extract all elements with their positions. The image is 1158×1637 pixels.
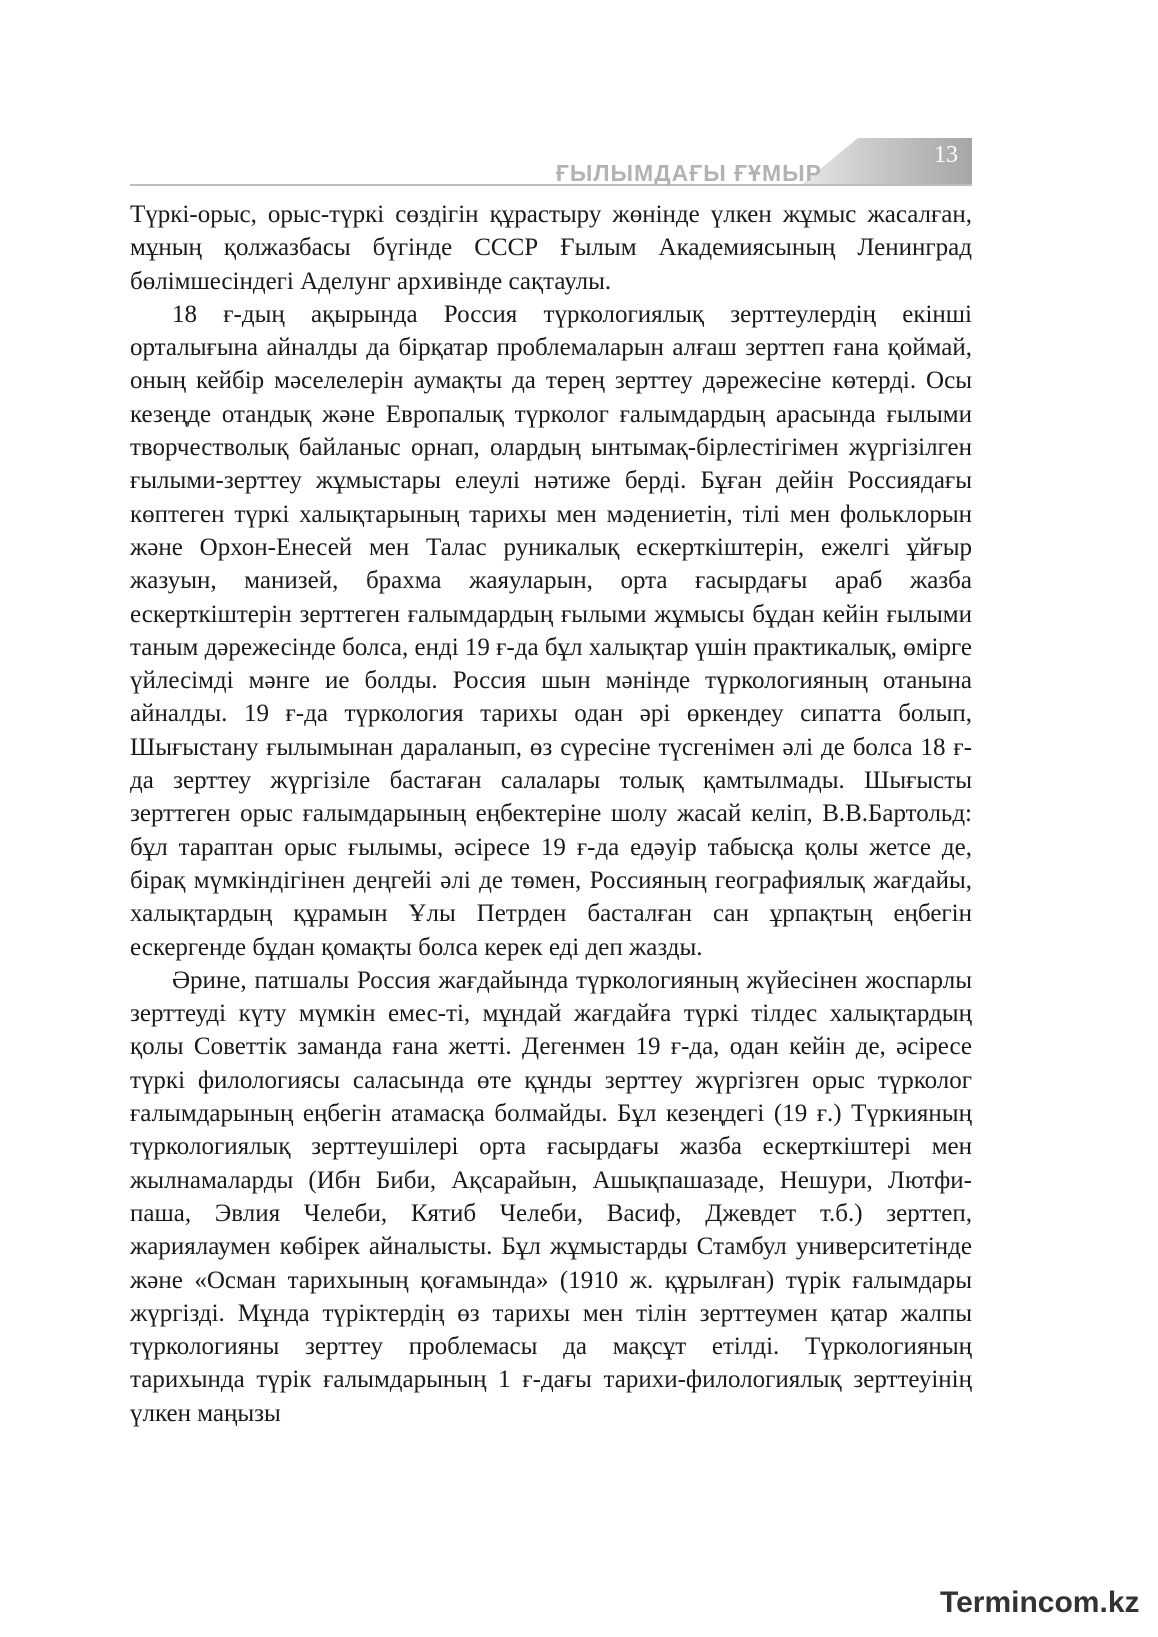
running-title: ҒЫЛЫМДАҒЫ ҒҰМЫР [555, 160, 822, 186]
paragraph-1: Түркі-орыс, орыс-түркі сөздігін құрастыру жөнінде үлкен жұмыс жасалған, мұның қолжазбасы бүгінде СССР Ғылым Академиясының Ленинград бөлімшесіндегі Аделунг архивінде сақтаулы. [130, 201, 972, 295]
body-text [130, 198, 972, 1430]
header-rule [130, 184, 972, 186]
running-header [130, 138, 972, 190]
page-number: 13 [934, 142, 958, 168]
site-watermark [940, 1586, 1150, 1626]
watermark-logo: Termincom.kz [940, 1586, 1140, 1619]
paragraph-3: Әрине, патшалы Россия жағдайында түркологияның жүйесінен жоспарлы зерттеуді күту мүмкін емес-ті, мұндай жағдайға түркі тілдес халықтардың қолы Советтік заманда ғана жетті. Дегенмен 19 ғ-да, одан кейін де, әсіресе түркі филологиясы саласында өте құнды зерттеу жүргізген орыс түрколог ғалымдарының еңбегін атамасқа болмайды. Бұл кезеңдегі (19 ғ.) Түркияның түркологиялық зерттеушілері орта ғасырдағы жазба ескерткіштері мен жылнамаларды (Ибн Биби, Ақсарайын, Ашықпашазаде, Нешури, Лютфи-паша, Эвлия Челеби, Кятиб Челеби, Васиф, Джевдет т.б.) зерттеп, жариялаумен көбірек айналысты. Бұл жұмыстарды Стамбул университетінде және «Осман тарихының қоғамында» (1910 ж. құрылған) түрік ғалымдары жүргізді. Мұнда түріктердің өз тарихы мен тілін зерттеумен қатар жалпы түркологияны зерттеу проблемасы да мақсұт етілді. Түркологияның тарихында түрік ғалымдарының 1 ғ-дағы тарихи-филологиялық зерттеуінің үлкен маңызы [130, 966, 972, 1427]
paragraph-2: 18 ғ-дың ақырында Россия түркологиялық зерттеулердің екінші орталығына айналды да бірқатар проблемаларын алғаш зерттеп ғана қоймай, оның кейбір мәселелерін аумақты да терең зерттеу дәрежесіне көтерді. Осы кезеңде отандық және Европалық түрколог ғалымдардың арасында ғылыми творчестволық байланыс орнап, олардың ынтымақ-бірлестігімен жүргізілген ғылыми-зерттеу жұмыстары елеулі нәтиже берді. Бұған дейін Россиядағы көптеген түркі халықтарының тарихы мен мәдениетін, тілі мен фольклорын және Орхон-Енесей мен Талас руникалық ескерткіштерін, ежелгі ұйғыр жазуын, манизей, брахма жаяуларын, орта ғасырдағы араб жазба ескерткіштерін зерттеген ғалымдардың ғылыми жұмысы бұдан кейін ғылыми таным дәрежесінде болса, енді 19 ғ-да бұл халықтар үшін практикалық, өмірге үйлесімді мәнге ие болды. Россия шын мәнінде түркологияның отанына айналды. 19 ғ-да түркология тарихы одан әрі өркендеу сипатта болып, Шығыстану ғылымынан дараланып, өз сүресіне түсгенімен әлі де болса 18 ғ-да зерттеу жүргізіле бастаған салалары толық қамтылмады. Шығысты зерттеген орыс ғалымдарының еңбектеріне шолу жасай келіп, В.В.Бартольд: бұл тараптан орыс ғылымы, әсіресе 19 ғ-да едәуір табысқа қолы жетсе де, бірақ мүмкіндігінен деңгейі әлі де төмен, Россияның географиялық жағдайы, халықтардың құрамын Ұлы Петрден басталған сан ұрпақтың еңбегін ескергенде бұдан қомақты болса керек еді деп жазды. [130, 300, 972, 961]
